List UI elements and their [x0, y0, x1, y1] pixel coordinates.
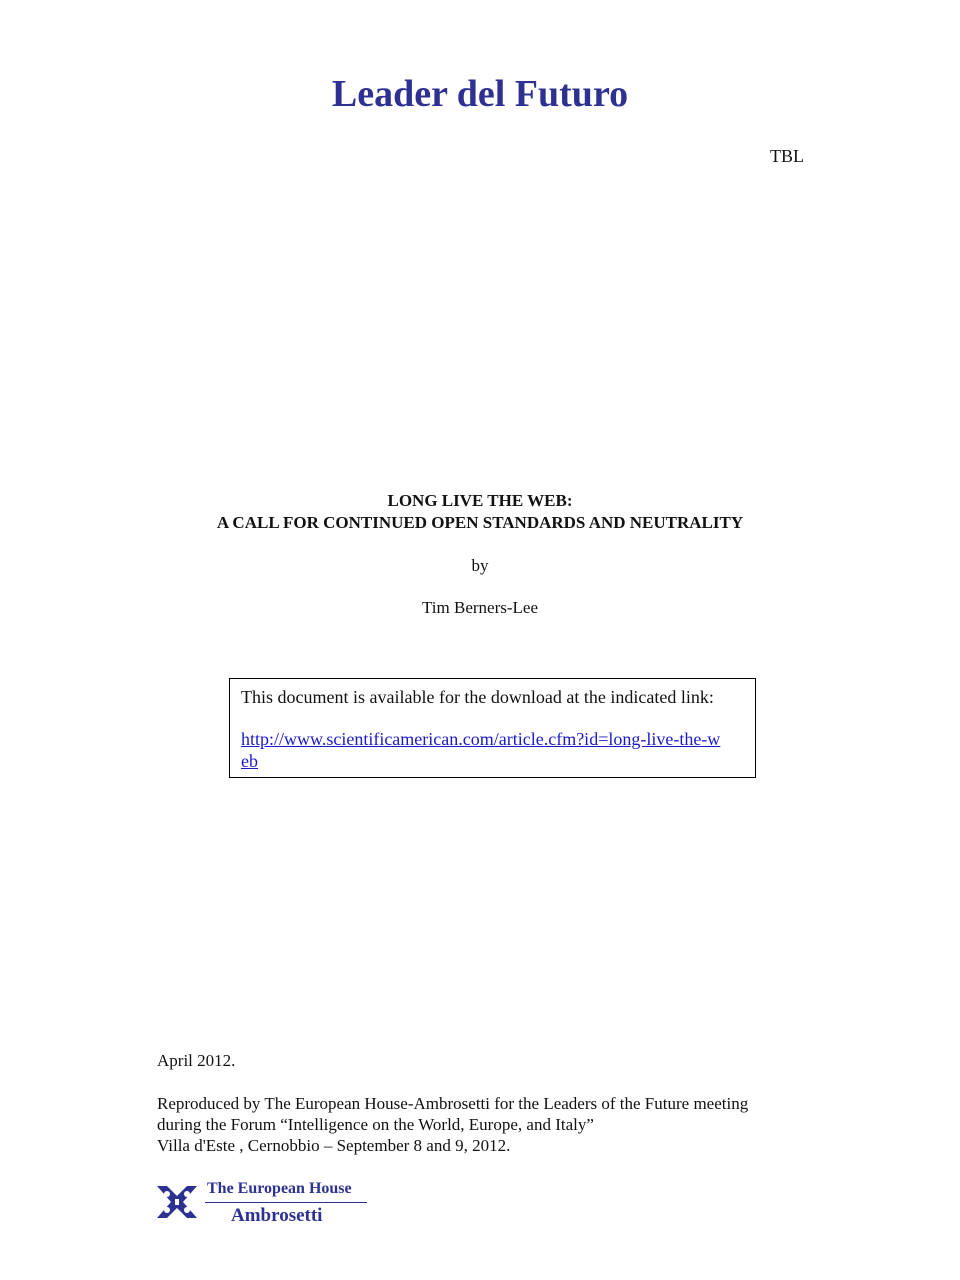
logo-mark-icon: [155, 1182, 201, 1222]
page-header-title: Leader del Futuro: [331, 73, 629, 115]
by-line: by: [471, 556, 489, 575]
download-link-box: [229, 678, 756, 778]
document-title-line1: LONG LIVE THE WEB:: [387, 491, 573, 510]
download-note: This document is available for the download at the indicated link:: [241, 687, 714, 707]
footer-line2: during the Forum “Intelligence on the World, Europe, and Italy”: [157, 1115, 594, 1134]
footer-date: April 2012.: [157, 1051, 236, 1070]
author-code: TBL: [770, 146, 804, 166]
logo-text-line2: Ambrosetti: [231, 1205, 323, 1226]
document-title: [0, 490, 960, 534]
download-link[interactable]: http://www.scientificamerican.com/article.cfm?id=long-live-the-web: [241, 729, 721, 771]
footer-text: [157, 1050, 857, 1156]
author-name: Tim Berners-Lee: [422, 598, 538, 617]
ambrosetti-logo: [155, 1180, 375, 1228]
document-title-line2: A CALL FOR CONTINUED OPEN STANDARDS AND NEUTRALITY: [216, 513, 744, 532]
logo-text-line1: The European House: [207, 1180, 352, 1197]
footer-line3: Villa d'Este , Cernobbio – September 8 and 9, 2012.: [157, 1136, 511, 1155]
logo-divider: [205, 1202, 367, 1203]
footer-line1: Reproduced by The European House-Ambrosetti for the Leaders of the Future meeting: [157, 1094, 749, 1113]
